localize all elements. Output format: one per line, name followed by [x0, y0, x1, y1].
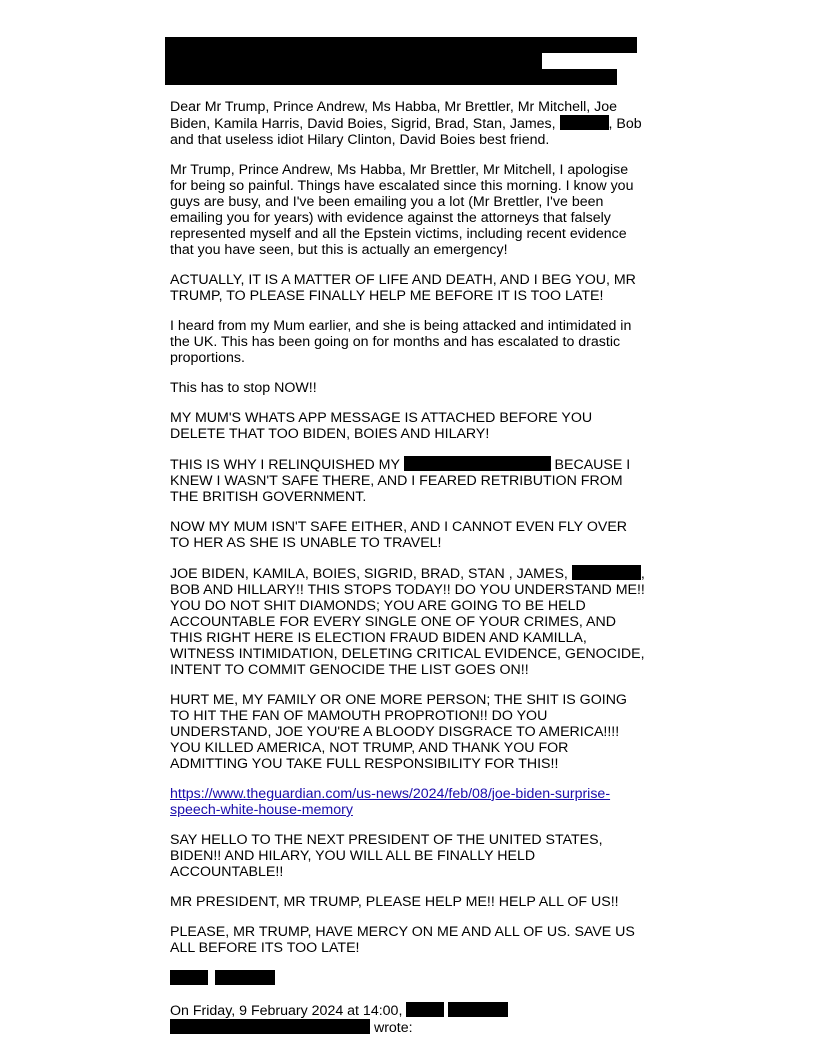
redaction-box — [404, 456, 551, 471]
greeting-text: Dear Mr Trump, Prince Andrew, Ms Habba, Mr Brettler, Mr Mitchell, Joe Biden, Kamila Harris, David Boies, Sigrid, Brad, Stan, James, — [170, 99, 618, 132]
paragraph-apology: Mr Trump, Prince Andrew, Ms Habba, Mr Brettler, Mr Mitchell, I apologise for being so painful. Things have escalated since this morning. I know you guys are busy, and I've been emailing you a lot (Mr Brettler, I've been emailing you for years) with evidence against the attorneys that falsely represented myself and all the Epstein victims, including recent evidence that you have seen, but this is actually an emergency! — [170, 162, 634, 258]
paragraph-help: MR PRESIDENT, MR TRUMP, PLEASE HELP ME!! HELP ALL OF US!! — [170, 894, 619, 910]
header-redaction-block — [165, 37, 637, 85]
paragraph-president: SAY HELLO TO THE NEXT PRESIDENT OF THE UNITED STATES, BIDEN!! AND HILARY, YOU WILL ALL BE FINALLY HELD ACCOUNTABLE!! — [170, 832, 603, 880]
greeting-text-cont: , Bob and that useless idiot Hilary Clinton, David Boies best friend. — [170, 116, 642, 148]
redaction-box — [406, 1002, 444, 1017]
link-text-line-2: speech-white-house-memory — [170, 802, 353, 818]
signature-redacted — [170, 970, 648, 986]
paragraph-text-cont: BECAUSE I KNEW I WASN'T SAFE THERE, AND I FEARED RETRIBUTION FROM THE BRITISH GOVERNMENT. — [170, 457, 631, 505]
header-redaction-bar — [165, 69, 617, 85]
paragraph-text: THIS IS WHY I RELINQUISHED MY — [170, 457, 404, 473]
header-redaction-bar — [165, 53, 542, 69]
paragraph-accusation — [170, 565, 648, 678]
header-redaction-bar — [165, 37, 637, 53]
link-paragraph — [170, 786, 648, 818]
quote-header-wrote: wrote: — [370, 1020, 413, 1036]
guardian-article-link[interactable] — [170, 786, 610, 818]
redaction-box — [170, 1019, 370, 1034]
paragraph-relinquished — [170, 456, 648, 505]
redaction-box — [572, 565, 641, 580]
paragraph-plea: ACTUALLY, IT IS A MATTER OF LIFE AND DEATH, AND I BEG YOU, MR TRUMP, TO PLEASE FINALLY HELP ME BEFORE IT IS TOO LATE! — [170, 272, 636, 304]
paragraph-travel: NOW MY MUM ISN'T SAFE EITHER, AND I CANNOT EVEN FLY OVER TO HER AS SHE IS UNABLE TO TRAVEL! — [170, 519, 628, 551]
paragraph-text-cont: , BOB AND HILLARY!! THIS STOPS TODAY!! DO YOU UNDERSTAND ME!! YOU DO NOT SHIT DIAMONDS; YOU ARE GOING TO BE HELD ACCOUNTABLE FOR EVERY SINGLE ONE OF YOUR CRIMES, AND THIS RIGHT HERE IS ELECTION FRAUD BIDEN AND KAMILLA, WITNESS INTIMIDATION, DELETING CRITICAL EVIDENCE, GENOCIDE, INTENT TO COMMIT GENOCIDE THE LIST GOES ON!! — [170, 566, 645, 678]
quoted-reply-header — [170, 1002, 648, 1036]
paragraph-threat: HURT ME, MY FAMILY OR ONE MORE PERSON; THE SHIT IS GOING TO HIT THE FAN OF MAMOUTH PROPROTION!! DO YOU UNDERSTAND, JOE YOU'RE A BLOODY DISGRACE TO AMERICA!!!! YOU KILLED AMERICA, NOT TRUMP, AND THANK YOU FOR ADMITTING YOU TAKE FULL RESPONSIBILITY FOR THIS!! — [170, 692, 627, 772]
redaction-box — [448, 1002, 508, 1017]
greeting-paragraph — [170, 99, 648, 148]
paragraph-text: JOE BIDEN, KAMILA, BOIES, SIGRID, BRAD, STAN , JAMES, — [170, 566, 572, 582]
paragraph-stop: This has to stop NOW!! — [170, 380, 317, 396]
paragraph-attachment: MY MUM'S WHATS APP MESSAGE IS ATTACHED BEFORE YOU DELETE THAT TOO BIDEN, BOIES AND HILARY! — [170, 410, 593, 442]
redaction-box — [560, 115, 609, 130]
paragraph-mercy: PLEASE, MR TRUMP, HAVE MERCY ON ME AND ALL OF US. SAVE US ALL BEFORE ITS TOO LATE! — [170, 924, 635, 956]
redaction-box — [215, 970, 275, 985]
email-body — [170, 99, 648, 1050]
paragraph-mum: I heard from my Mum earlier, and she is being attacked and intimidated in the UK. This has been going on for months and has escalated to drastic proportions. — [170, 318, 632, 366]
link-text-line-1: https://www.theguardian.com/us-news/2024/feb/08/joe-biden-surprise- — [170, 786, 611, 802]
redaction-box — [170, 970, 208, 985]
quote-header-text: On Friday, 9 February 2024 at 14:00, — [170, 1003, 407, 1019]
